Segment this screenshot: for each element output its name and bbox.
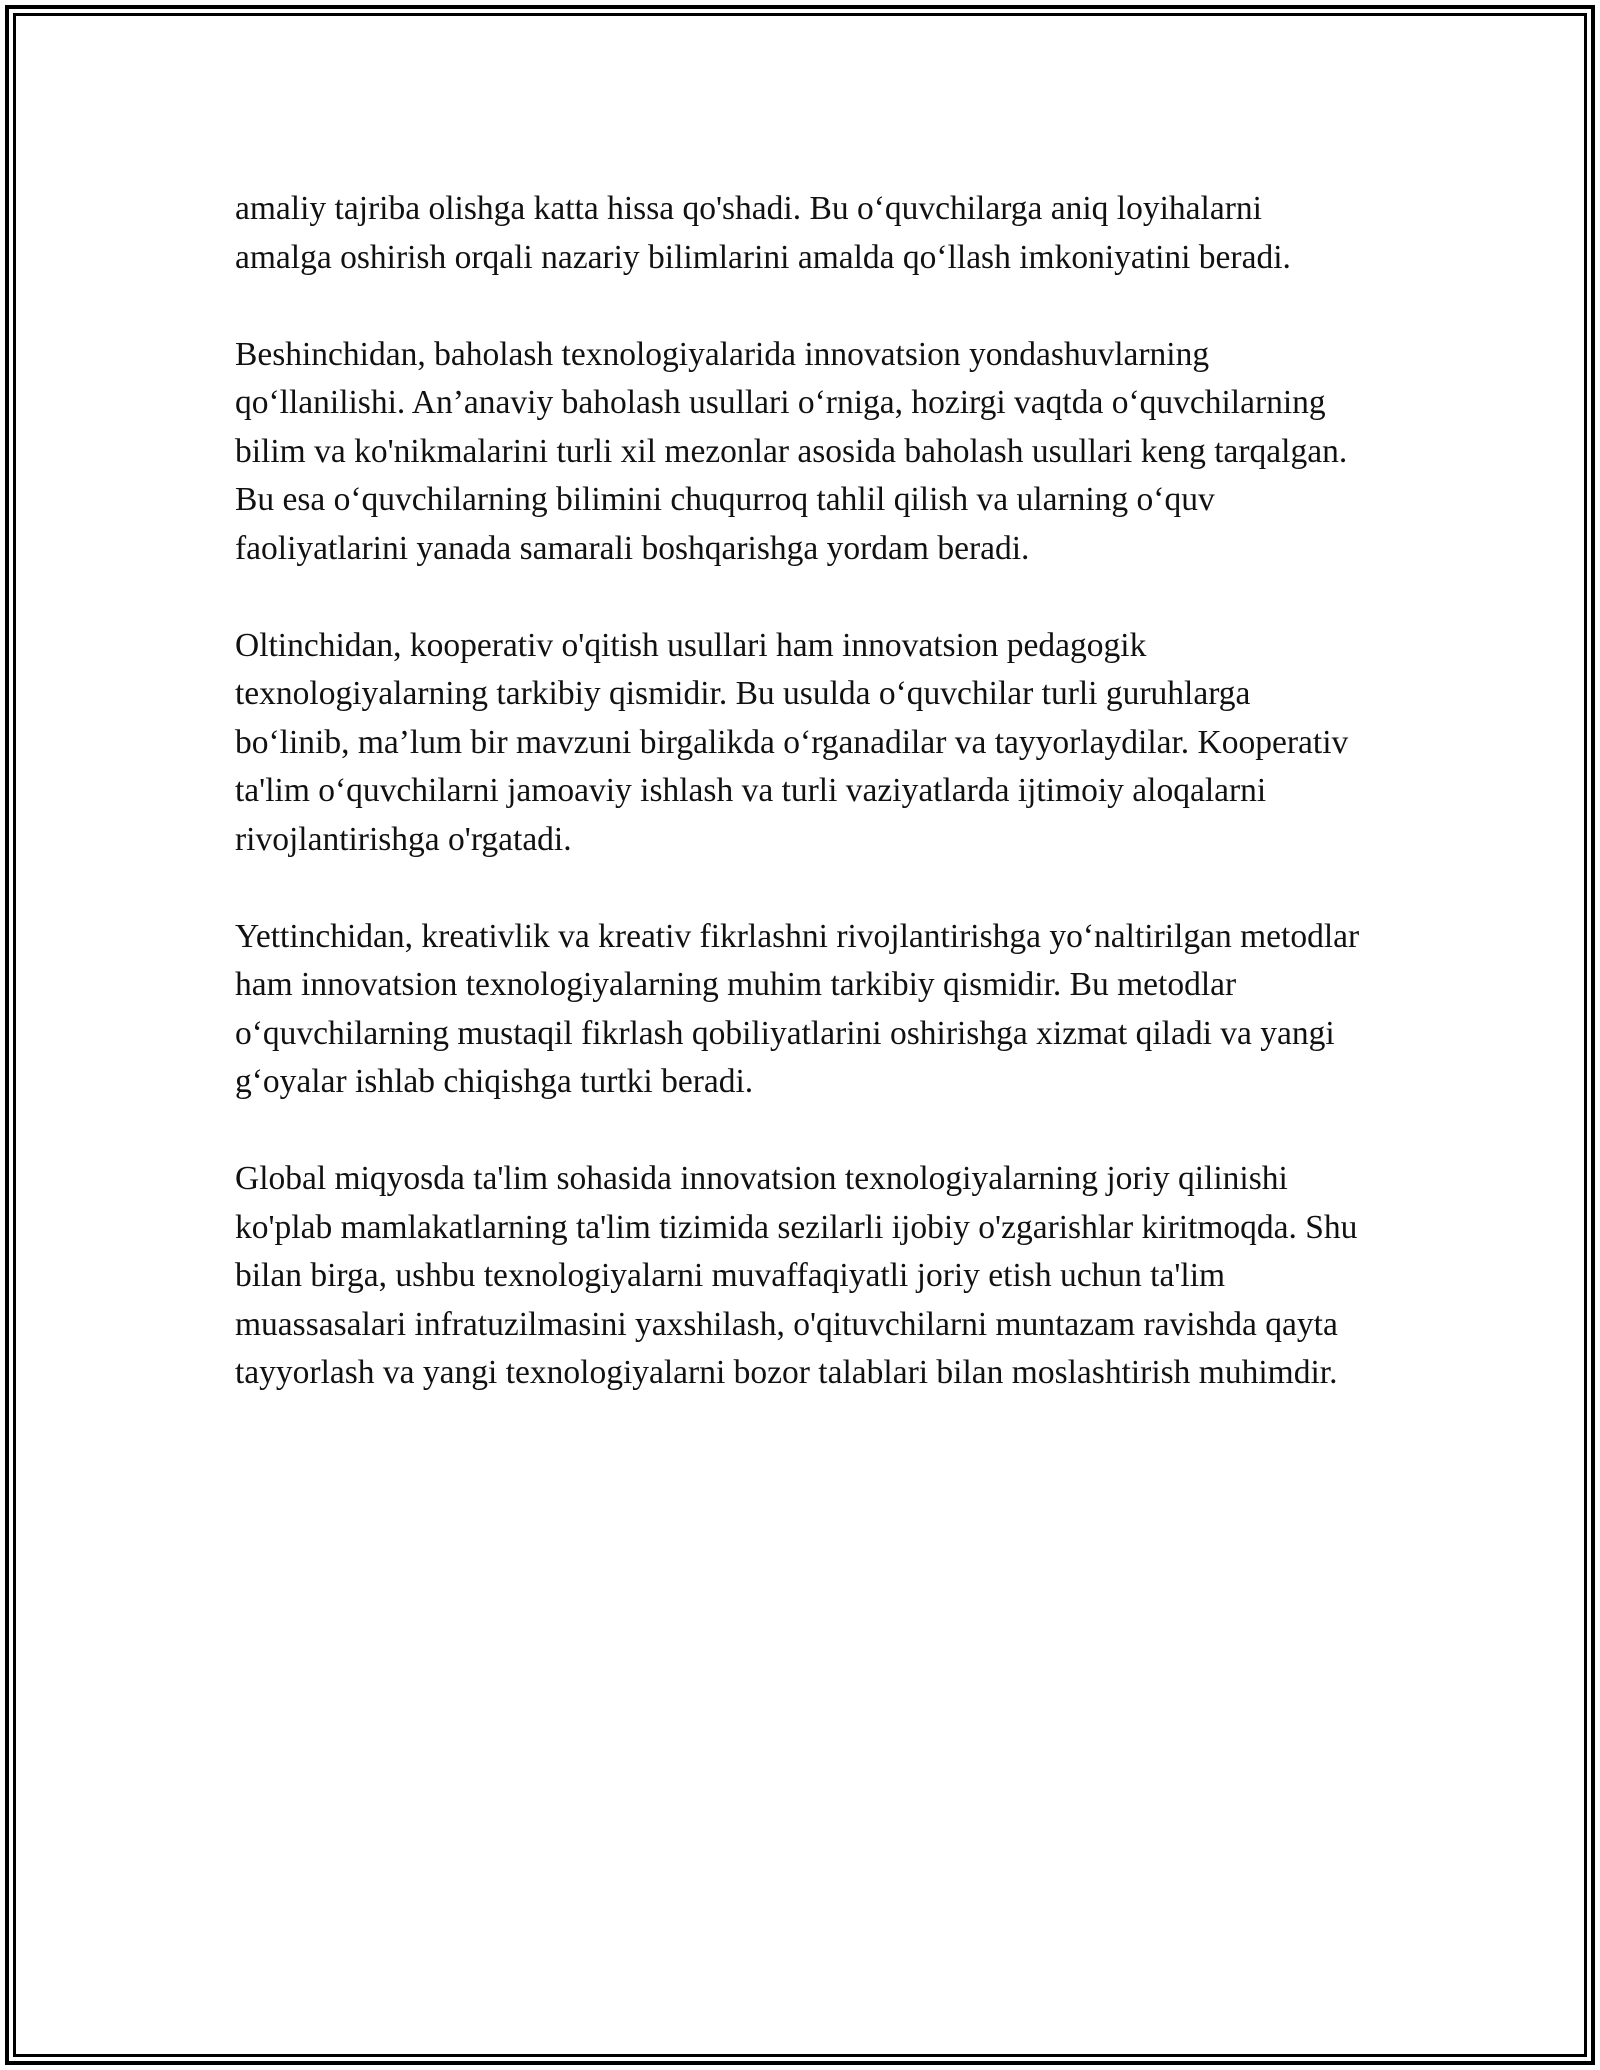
paragraph: Yettinchidan, kreativlik va kreativ fikrlashni rivojlantirishga yo‘naltirilgan metodlar ham innovatsion texnologiyalarning muhim tarkibiy qismidir. Bu metodlar o‘quvchilarning mustaqil fikrlash qobiliyatlarini oshirishga xizmat qiladi va yangi g‘oyalar ishlab chiqishga turtki beradi. [235, 917, 1360, 1100]
document-body [235, 185, 1365, 1446]
paragraph: Oltinchidan, kooperativ o'qitish usullari ham innovatsion pedagogik texnologiyalarning tarkibiy qismidir. Bu usulda o‘quvchilar turli guruhlarga bo‘linib, ma’lum bir mavzuni birgalikda o‘rganadilar va tayyorlaydilar. Kooperativ ta'lim o‘quvchilarni jamoaviy ishlash va turli vaziyatlarda ijtimoiy aloqalarni rivojlantirishga o'rgatadi. [235, 626, 1349, 858]
paragraph: Global miqyosda ta'lim sohasida innovatsion texnologiyalarning joriy qilinishi ko'plab mamlakatlarning ta'lim tizimida sezilarli ijobiy o'zgarishlar kiritmoqda. Shu bilan birga, ushbu texnologiyalarni muvaffaqiyatli joriy etish uchun ta'lim muassasalari infratuzilmasini yaxshilash, o'qituvchilarni muntazam ravishda qayta tayyorlash va yangi texnologiyalarni bozor talablari bilan moslashtirish muhimdir. [235, 1160, 1358, 1391]
paragraph: Beshinchidan, baholash texnologiyalarida innovatsion yondashuvlarning qo‘llanilishi. An’anaviy baholash usullari o‘rniga, hozirgi vaqtda o‘quvchilarning bilim va ko'nikmalarini turli xil mezonlar asosida baholash usullari keng tarqalgan. Bu esa o‘quvchilarning bilimini chuqurroq tahlil qilish va ularning o‘quv faoliyatlarini yanada samarali boshqarishga yordam beradi. [235, 335, 1348, 567]
paragraph: amaliy tajriba olishga katta hissa qo'shadi. Bu o‘quvchilarga aniq loyihalarni amalga oshirish orqali nazariy bilimlarini amalda qo‘llash imkoniyatini beradi. [235, 190, 1291, 276]
